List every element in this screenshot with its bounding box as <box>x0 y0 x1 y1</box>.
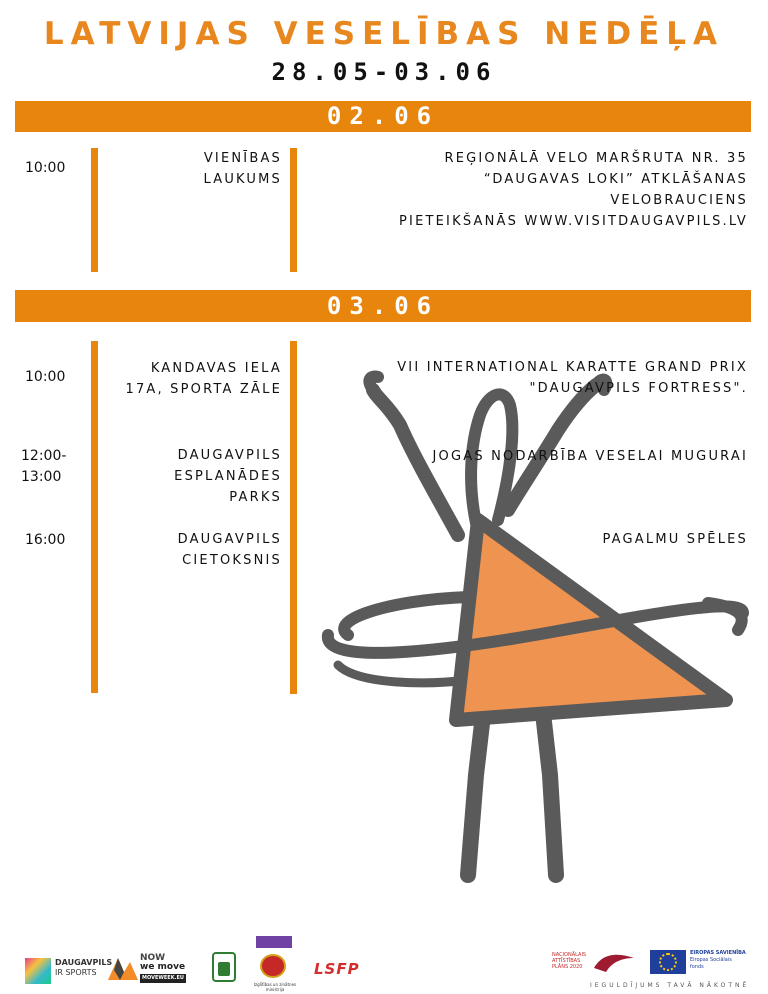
logo-text: DAUGAVPILS IR SPORTS <box>55 958 113 977</box>
column-divider <box>91 341 98 693</box>
colorful-square-icon <box>25 958 51 984</box>
event-title: JOGAS NODARBĪBA VESELAI MUGURAI <box>432 449 748 464</box>
event-time: 16:00 <box>25 532 66 548</box>
event-time: 10:00 <box>25 160 66 176</box>
purple-bar <box>256 936 292 948</box>
logo-text: Izglītības un zinātnes ministrija <box>253 982 297 992</box>
event-title: VII INTERNATIONAL KARATTE GRAND PRIX "DAUGAVPILS FORTRESS". <box>397 360 748 396</box>
hula-hoop-figure-illustration <box>318 335 768 895</box>
day-header-0306: 03.06 <box>15 290 751 322</box>
daugavpils-ir-sports-logo <box>25 954 113 988</box>
logo-text: NOW we move MOVEWEEK.EU <box>140 953 186 981</box>
logo-text: EIROPAS SAVIENĪBA Eiropas Sociālais fonds <box>690 950 746 970</box>
lsp-shield-logo <box>212 952 236 982</box>
event-place: VIENĪBAS LAUKUMS <box>203 151 282 187</box>
event-time: 10:00 <box>25 369 66 385</box>
week-dates: 28.05-03.06 <box>271 58 497 86</box>
nap-swoosh-icon <box>592 950 636 974</box>
ministry-emblem-logo <box>252 936 296 992</box>
now-we-move-icon <box>108 958 138 980</box>
column-divider <box>290 341 297 694</box>
investment-slogan: IEGULDĪJUMS TAVĀ NĀKOTNĒ <box>590 982 750 989</box>
event-place: DAUGAVPILS ESPLANĀDES PARKS <box>174 448 282 505</box>
now-we-move-logo <box>108 952 196 986</box>
page-title: LATVIJAS VESELĪBAS NEDĒĻA <box>43 16 725 52</box>
event-title: PAGALMU SPĒLES <box>602 532 748 547</box>
event-time: 12:00- 13:00 <box>21 448 67 485</box>
nap-2020-logo <box>552 948 640 982</box>
eu-flag-icon <box>650 950 686 974</box>
eu-social-fund-logo <box>650 948 760 982</box>
event-title: REĢIONĀLĀ VELO MARŠRUTA NR. 35 “DAUGAVAS LOKI” ATKLĀŠANAS VELOBRAUCIENS PIETEIKŠANĀS WWW.VISITDAUGAVPILS.LV <box>399 148 748 232</box>
lsfp-logo: LSFP <box>314 960 360 978</box>
event-place: KANDAVAS IELA 17A, SPORTA ZĀLE <box>125 361 282 397</box>
logo-text: NACIONĀLAIS ATTĪSTĪBAS PLĀNS 2020 <box>552 952 587 970</box>
coat-of-arms-icon <box>260 954 286 978</box>
day-header-0206: 02.06 <box>15 101 751 132</box>
column-divider <box>91 148 98 272</box>
event-place: DAUGAVPILS CIETOKSNIS <box>177 532 282 568</box>
registration-link[interactable]: PIETEIKŠANĀS WWW.VISITDAUGAVPILS.LV <box>399 214 748 229</box>
column-divider <box>290 148 297 272</box>
